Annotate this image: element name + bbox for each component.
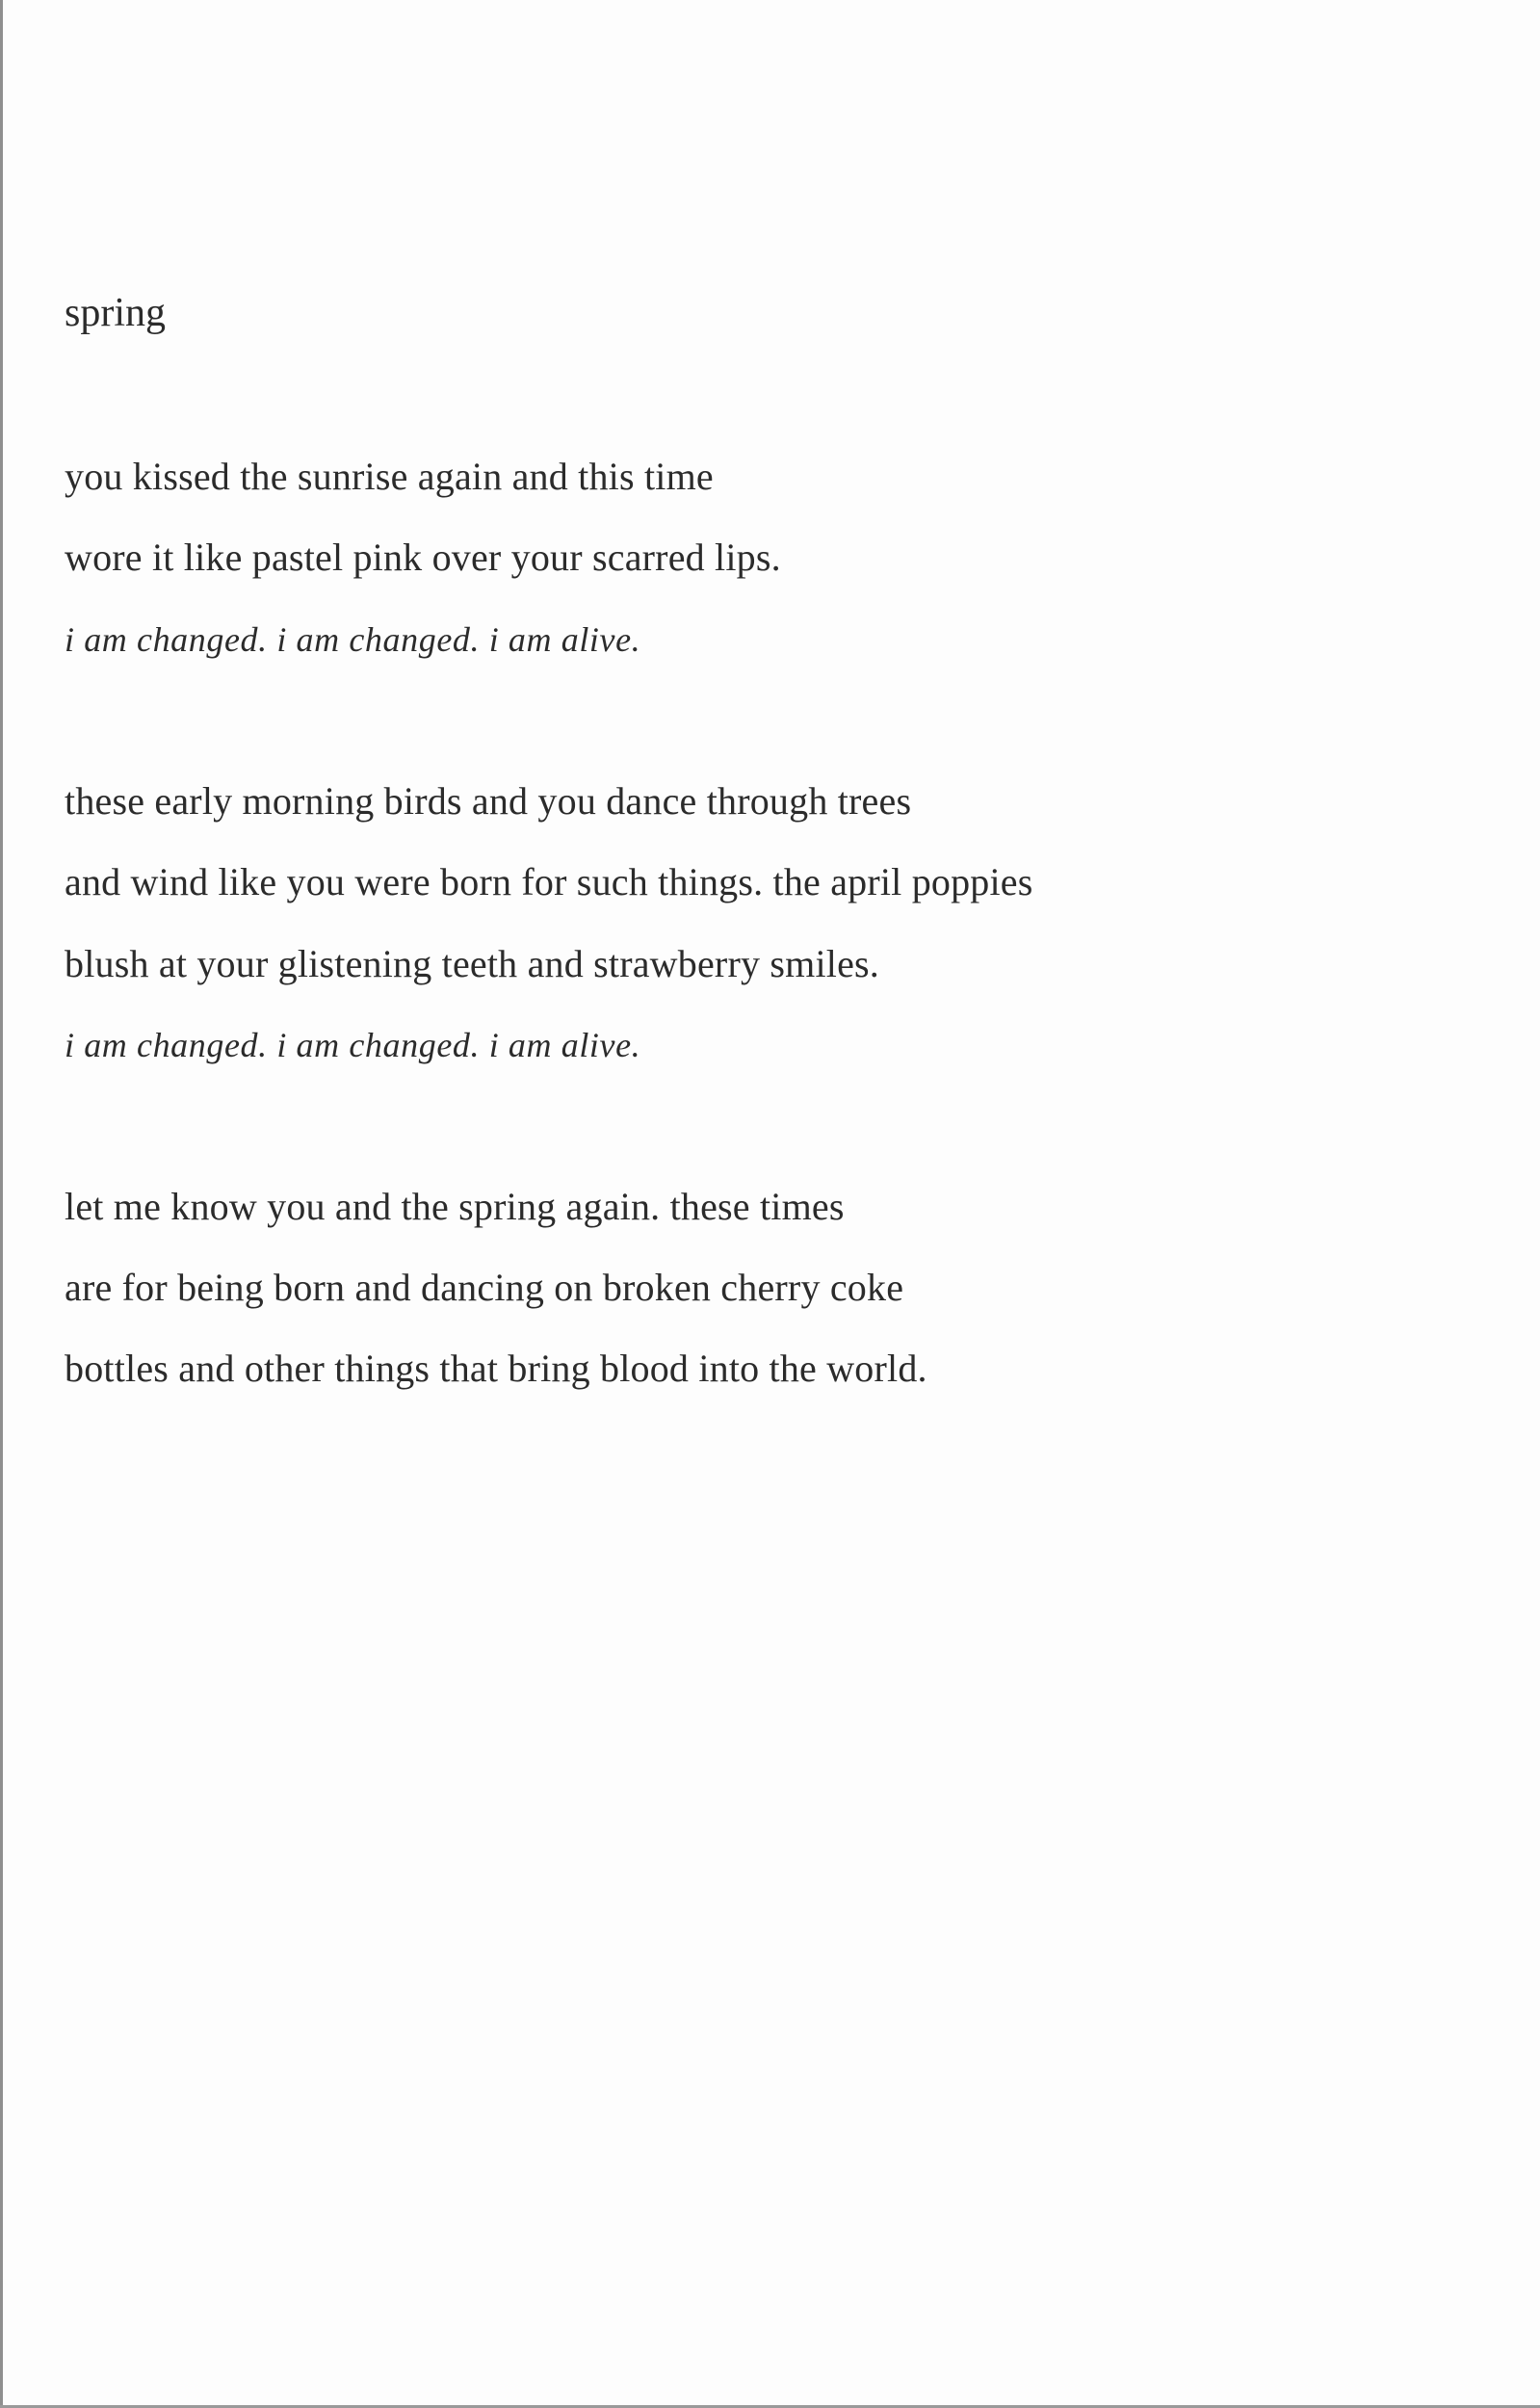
- poem-line: let me know you and the spring again. these times: [65, 1185, 845, 1228]
- poem-line: blush at your glistening teeth and strawberry smiles.: [65, 942, 879, 985]
- poem-line: and wind like you were born for such things. the april poppies: [65, 860, 1033, 903]
- poem-line: you kissed the sunrise again and this time: [65, 455, 714, 498]
- poem-line: are for being born and dancing on broken cherry coke: [65, 1266, 904, 1309]
- refrain-line: i am changed. i am changed. i am alive.: [65, 1026, 641, 1064]
- poem-title: spring: [65, 291, 166, 335]
- poem-line: wore it like pastel pink over your scarred lips.: [65, 536, 781, 579]
- poem-line: bottles and other things that bring blood into the world.: [65, 1347, 927, 1390]
- page-left-edge: [0, 0, 3, 2408]
- refrain-line: i am changed. i am changed. i am alive.: [65, 620, 641, 659]
- poem-line: these early morning birds and you dance through trees: [65, 779, 912, 823]
